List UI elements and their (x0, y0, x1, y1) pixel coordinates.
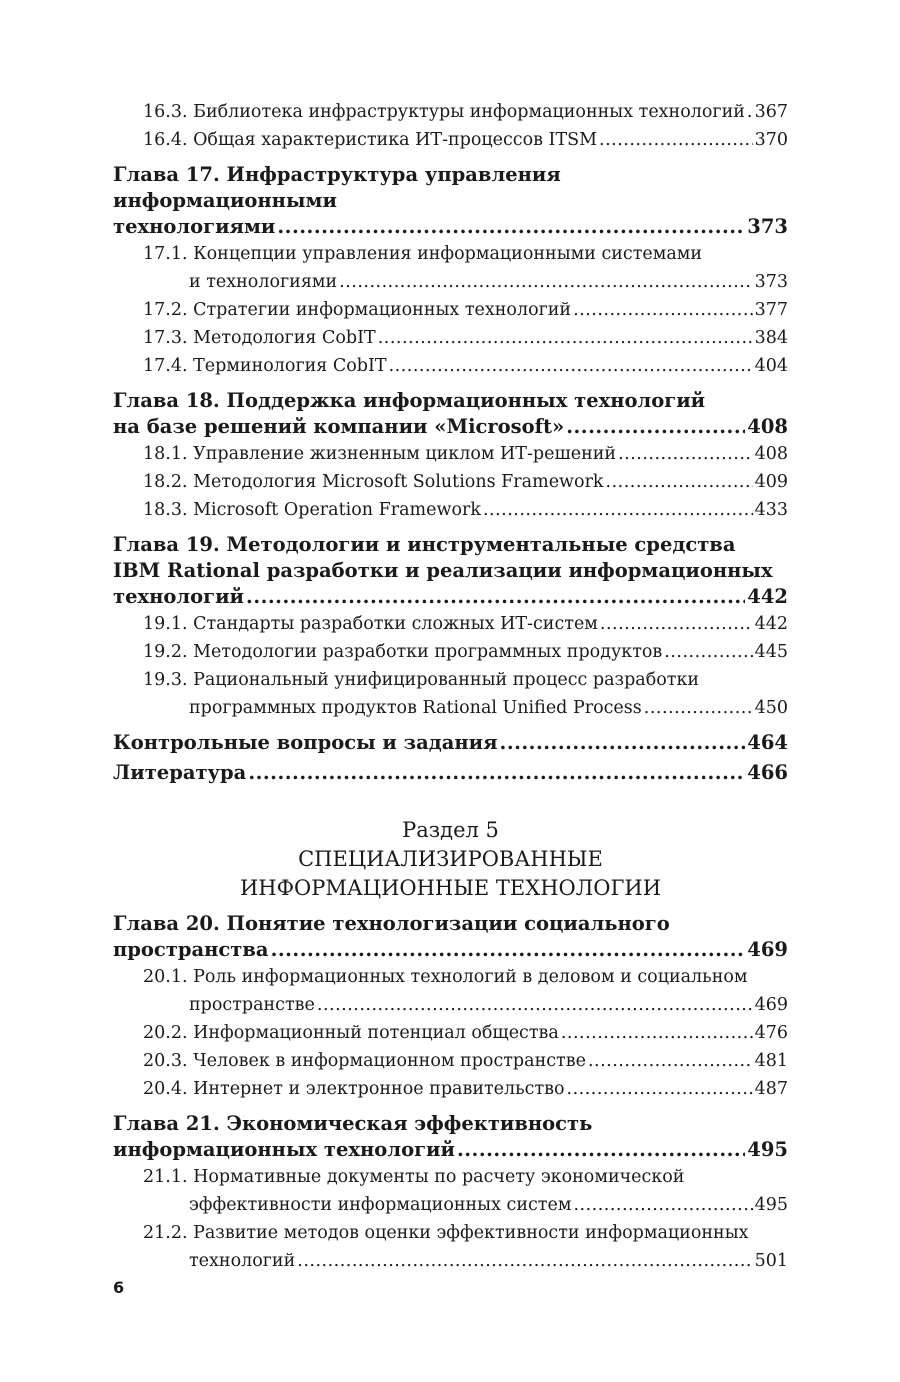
toc-chapter-19[interactable]: Глава 19. Методологии и инструментальные средства IBM Rational разработки и реализации информационных технологий ..... 442 (113, 532, 788, 610)
toc-entry-18-2[interactable]: 18.2. Методология Microsoft Solutions Framework ..... 409 (113, 468, 788, 496)
part-label: Раздел 5 (402, 818, 499, 842)
toc-questions[interactable]: Контрольные вопросы и задания ..... 464 (113, 730, 788, 756)
toc-entry-17-3[interactable]: 17.3. Методология CobIT ..... 384 (113, 324, 788, 352)
toc-chapter-18[interactable]: Глава 18. Поддержка информационных технологий на базе решений компании «Microsoft» ..... 408 (113, 388, 788, 440)
toc-chapter-21[interactable]: Глава 21. Экономическая эффективность информационных технологий ..... 495 (113, 1111, 788, 1163)
toc-chapter-20[interactable]: Глава 20. Понятие технологизации социального пространства ..... 469 (113, 911, 788, 963)
toc-entry-20-4[interactable]: 20.4. Интернет и электронное правительство ..... 487 (113, 1075, 788, 1103)
part-heading (113, 816, 788, 903)
toc-entry-18-1[interactable]: 18.1. Управление жизненным циклом ИТ-решений ..... 408 (113, 440, 788, 468)
toc-chapter-17[interactable]: Глава 17. Инфраструктура управления информационными технологиями ..... 373 (113, 162, 788, 240)
toc-entry-21-1[interactable]: 21.1. Нормативные документы по расчету экономической эффективности информационных систем ..... 495 (113, 1163, 788, 1219)
toc-entry-18-3[interactable]: 18.3. Microsoft Operation Framework ..... 433 (113, 496, 788, 524)
toc-entry-17-2[interactable]: 17.2. Стратегии информационных технологий ..... 377 (113, 296, 788, 324)
toc-entry-20-2[interactable]: 20.2. Информационный потенциал общества ..... 476 (113, 1019, 788, 1047)
part-title-line2: ИНФОРМАЦИОННЫЕ ТЕХНОЛОГИИ (239, 876, 662, 900)
toc-entry-16-4[interactable]: 16.4. Общая характеристика ИТ-процессов ITSM ..... 370 (113, 126, 788, 154)
toc-entry-17-1[interactable]: 17.1. Концепции управления информационными системами и технологиями ..... 373 (113, 240, 788, 296)
toc-entry-19-2[interactable]: 19.2. Методологии разработки программных продуктов ..... 445 (113, 638, 788, 666)
table-of-contents (113, 98, 788, 1275)
toc-entry-19-1[interactable]: 19.1. Стандарты разработки сложных ИТ-систем ..... 442 (113, 610, 788, 638)
toc-entry-21-2[interactable]: 21.2. Развитие методов оценки эффективности информационных технологий ..... 501 (113, 1219, 788, 1275)
toc-entry-17-4[interactable]: 17.4. Терминология CobIT ..... 404 (113, 352, 788, 380)
toc-entry-19-3[interactable]: 19.3. Рациональный унифицированный процесс разработки программных продуктов Rational Unified Process ..... 450 (113, 666, 788, 722)
toc-entry-20-1[interactable]: 20.1. Роль информационных технологий в деловом и социальном пространстве ..... 469 (113, 963, 788, 1019)
toc-entry-16-3[interactable]: 16.3. Библиотека инфраструктуры информационных технологий ..... 367 (113, 98, 788, 126)
toc-entry-20-3[interactable]: 20.3. Человек в информационном пространстве ..... 481 (113, 1047, 788, 1075)
page-number: 6 (113, 1278, 125, 1297)
toc-literature[interactable]: Литература ..... 466 (113, 760, 788, 786)
part-title-line1: СПЕЦИАЛИЗИРОВАННЫЕ (298, 847, 603, 871)
